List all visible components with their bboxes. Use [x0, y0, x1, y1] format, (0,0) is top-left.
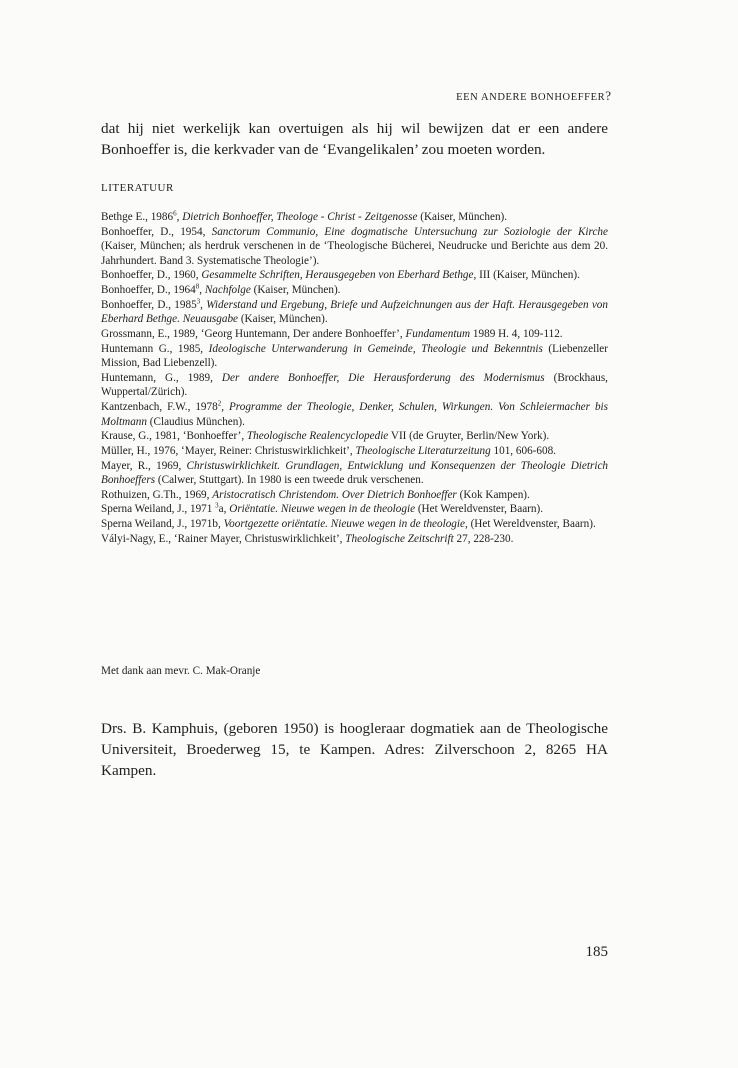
reference-entry: Bonhoeffer, D., 1954, Sanctorum Communio, Eine dogmatische Untersuchung zur Soziologie der Kirche (Kaiser, München; als herdruk verschenen in de ‘Theologische Bücherei, Neudrucke und Berichte aus dem 20. Jahrhundert. Band 3. Systematische Theologie’). — [101, 225, 608, 267]
page-number: 185 — [585, 944, 608, 960]
running-head-mark: ? — [605, 88, 611, 103]
author-bio: Drs. B. Kamphuis, (geboren 1950) is hoogleraar dogmatiek aan de Theologische Universiteit, Broederweg 15, te Kampen. Adres: Zilverschoon 2, 8265 HA Kampen. — [101, 720, 608, 779]
reference-list — [101, 210, 608, 547]
reference-entry: Grossmann, E., 1989, ‘Georg Huntemann, Der andere Bonhoeffer’, Fundamentum 1989 H. 4, 109-112. — [101, 327, 563, 340]
literature-heading: LITERATUUR — [101, 182, 174, 194]
reference-entry: Sperna Weiland, J., 1971 $^3$a, Oriëntatie. Nieuwe wegen in de theologie (Het Wereldvenster, Baarn). — [101, 501, 544, 516]
reference-entry: Vályi-Nagy, E., ‘Rainer Mayer, Christuswirklichkeit’, Theologische Zeitschrift 27, 228-230. — [101, 532, 514, 545]
running-head — [456, 88, 611, 104]
reference-entry: Sperna Weiland, J., 1971b, Voortgezette oriëntatie. Nieuwe wegen in de theologie, (Het Wereldvenster, Baarn). — [101, 518, 596, 531]
reference-entry: Bonhoeffer, D., 1960, Gesammelte Schriften, Herausgegeben von Eberhard Bethge, III (Kaiser, München). — [101, 269, 580, 282]
reference-entry: Mayer, R., 1969, Christuswirklichkeit. Grundlagen, Entwicklung und Konsequenzen der Theologie Dietrich Bonhoeffers (Calwer, Stuttgart). In 1980 is een tweede druk verschenen. — [101, 459, 608, 487]
reference-entry: Bethge E., 1986$^6$, Dietrich Bonhoeffer, Theologe - Christ - Zeitgenosse (Kaiser, München). — [101, 209, 508, 223]
reference-entry: Krause, G., 1981, ‘Bonhoeffer’, Theologische Realencyclopedie VII (de Gruyter, Berlin/New York). — [101, 430, 550, 443]
reference-entry: Huntemann G., 1985, Ideologische Unterwanderung in Gemeinde, Theologie und Bekenntnis (Liebenzeller Mission, Bad Liebenzell). — [101, 342, 608, 370]
acknowledgement: Met dank aan mevr. C. Mak-Oranje — [101, 665, 261, 677]
reference-entry: Kantzenbach, F.W., 1978$^2$, Programme der Theologie, Denker, Schulen, Wirkungen. Von Schleiermacher bis Moltmann (Claudius München). — [101, 399, 609, 428]
reference-entry: Müller, H., 1976, ‘Mayer, Reiner: Christuswirklichkeit’, Theologische Literaturzeitung 101, 606-608. — [101, 444, 556, 457]
reference-entry: Rothuizen, G.Th., 1969, Aristocratisch Christendom. Over Dietrich Bonhoeffer (Kok Kampen). — [101, 488, 530, 501]
reference-entry: Huntemann, G., 1989, Der andere Bonhoeffer, Die Herausforderung des Modernismus (Brockhaus, Wuppertal/Zürich). — [101, 371, 608, 399]
reference-entry: Bonhoeffer, D., 1985$^3$, Widerstand und Ergebung, Briefe und Aufzeichnungen aus der Haft. Herausgegeben von Eberhard Bethge. Neuausgabe (Kaiser, München). — [101, 297, 608, 326]
reference-entry: Bonhoeffer, D., 1964$^8$, Nachfolge (Kaiser, München). — [101, 282, 341, 297]
intro-paragraph: dat hij niet werkelijk kan overtuigen als hij wil bewijzen dat er een andere Bonhoeffer is, die kerkvader van de ‘Evangelikalen’ zou moeten worden. — [101, 120, 608, 158]
running-head-text: EEN ANDERE BONHOEFFER — [456, 92, 606, 103]
